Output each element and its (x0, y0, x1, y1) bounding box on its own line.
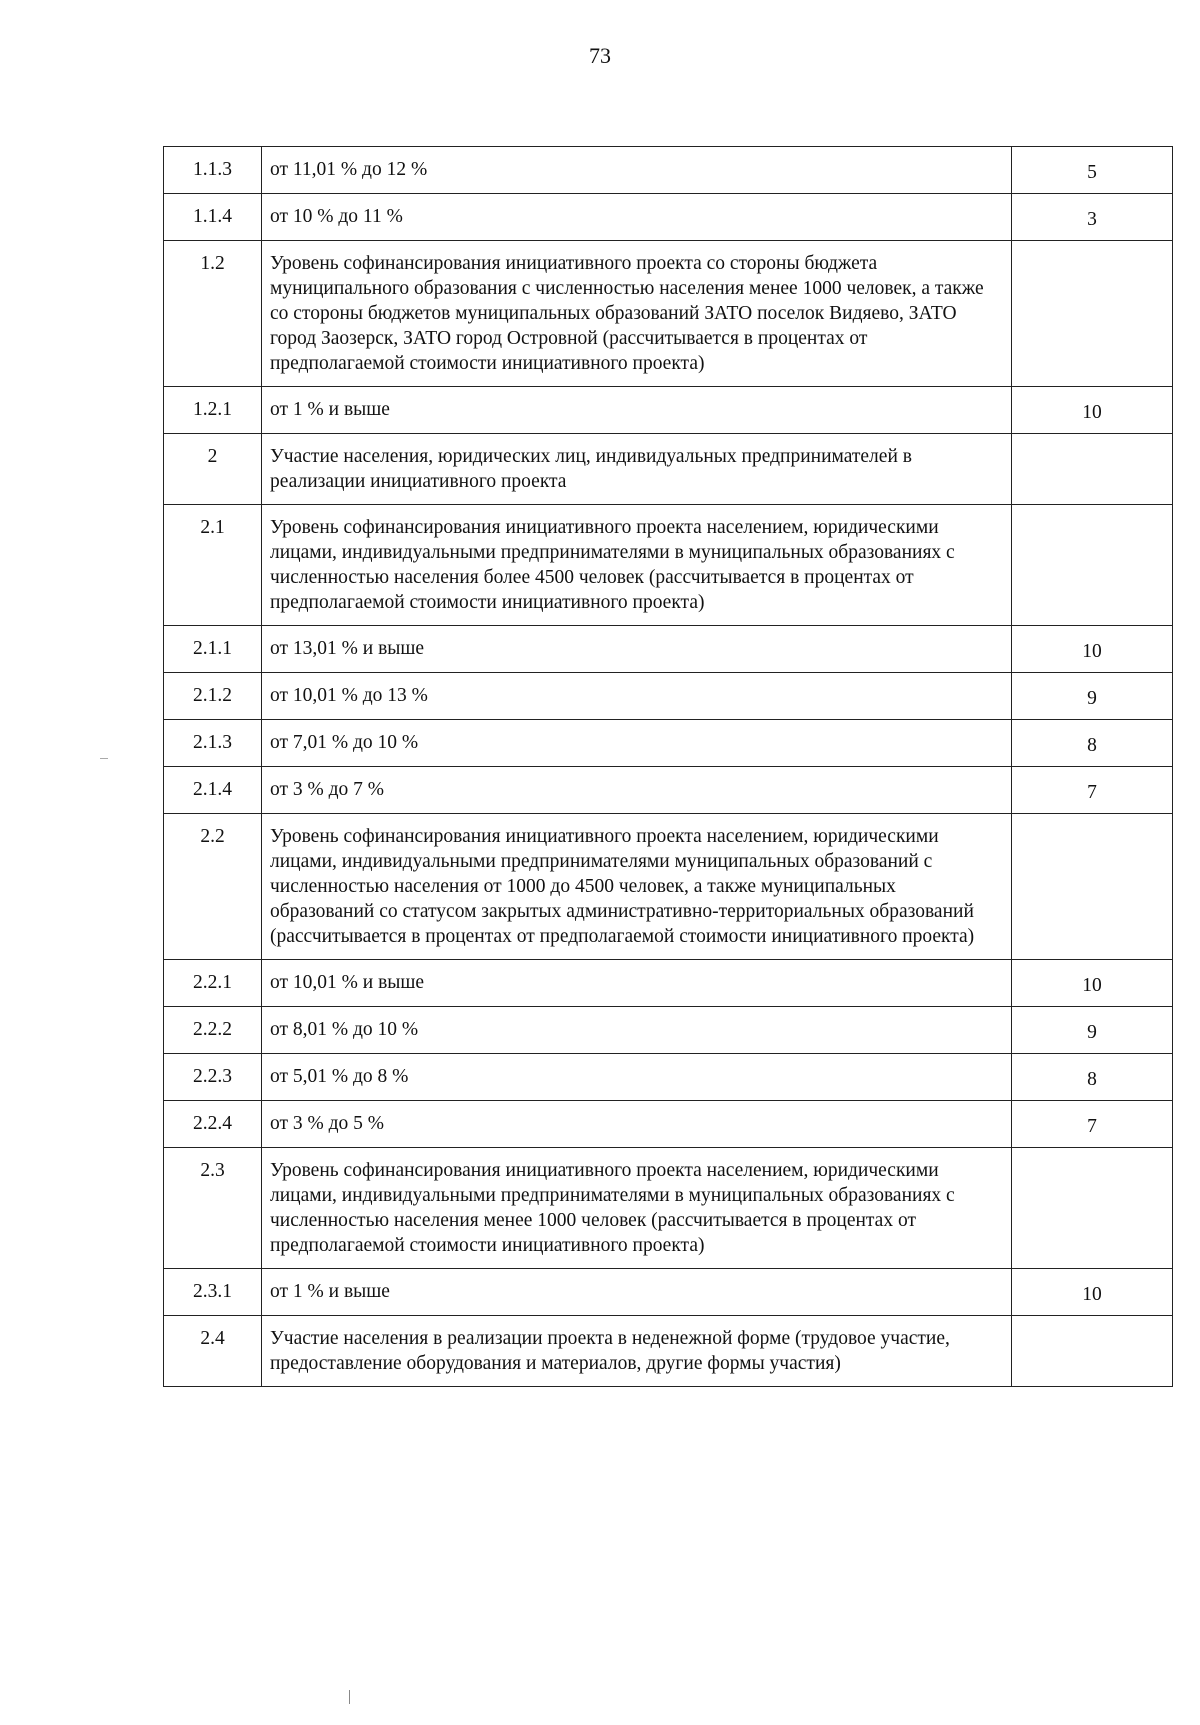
criterion-text: Уровень софинансирования инициативного проекта населением, юридическими лицами, индивидуальными предпринимателями в муниципальных образованиях с численностью населения более 4500 человек (рассчитывается в процентах от предполагаемой стоимости инициативного проекта) (262, 505, 1012, 626)
item-number: 1.1.4 (164, 194, 262, 241)
item-number: 1.1.3 (164, 147, 262, 194)
score-value (1012, 241, 1173, 387)
scan-mark (100, 758, 108, 759)
score-value: 10 (1012, 387, 1173, 434)
criterion-text: от 10,01 % до 13 % (262, 673, 1012, 720)
score-value (1012, 1316, 1173, 1387)
item-number: 1.2.1 (164, 387, 262, 434)
table-row (164, 434, 1173, 505)
table-row (164, 1101, 1173, 1148)
table-row (164, 1007, 1173, 1054)
score-value: 10 (1012, 960, 1173, 1007)
criterion-text: от 8,01 % до 10 % (262, 1007, 1012, 1054)
criterion-text: Участие населения в реализации проекта в неденежной форме (трудовое участие, предоставление оборудования и материалов, другие формы участия) (262, 1316, 1012, 1387)
criterion-text: от 3 % до 5 % (262, 1101, 1012, 1148)
criterion-text: от 1 % и выше (262, 1269, 1012, 1316)
item-number: 2.4 (164, 1316, 262, 1387)
item-number: 2.2.4 (164, 1101, 262, 1148)
table-row (164, 387, 1173, 434)
criterion-text: от 10,01 % и выше (262, 960, 1012, 1007)
score-value: 9 (1012, 673, 1173, 720)
score-value: 7 (1012, 1101, 1173, 1148)
criterion-text: от 10 % до 11 % (262, 194, 1012, 241)
table-row (164, 505, 1173, 626)
table-row (164, 673, 1173, 720)
criterion-text: от 7,01 % до 10 % (262, 720, 1012, 767)
criterion-text: от 13,01 % и выше (262, 626, 1012, 673)
criterion-text: Уровень софинансирования инициативного проекта населением, юридическими лицами, индивидуальными предпринимателями муниципальных образований с численностью населения от 1000 до 4500 человек, а также муниципальных образований со статусом закрытых административно-территориальных образований (рассчитывается в процентах от предполагаемой стоимости инициативного проекта) (262, 814, 1012, 960)
criteria-table-body (164, 147, 1173, 1387)
item-number: 2.1.2 (164, 673, 262, 720)
table-row (164, 1316, 1173, 1387)
score-value: 9 (1012, 1007, 1173, 1054)
scan-mark (349, 1690, 350, 1704)
table-row (164, 814, 1173, 960)
item-number: 2.2.2 (164, 1007, 262, 1054)
score-value (1012, 505, 1173, 626)
item-number: 2.2 (164, 814, 262, 960)
score-value: 8 (1012, 720, 1173, 767)
item-number: 2.3 (164, 1148, 262, 1269)
table-row (164, 194, 1173, 241)
score-value: 3 (1012, 194, 1173, 241)
item-number: 2.1 (164, 505, 262, 626)
criterion-text: Уровень софинансирования инициативного проекта населением, юридическими лицами, индивидуальными предпринимателями в муниципальных образованиях с численностью населения менее 1000 человек (рассчитывается в процентах от предполагаемой стоимости инициативного проекта) (262, 1148, 1012, 1269)
table-row (164, 1148, 1173, 1269)
item-number: 2.1.1 (164, 626, 262, 673)
score-value: 5 (1012, 147, 1173, 194)
item-number: 2.3.1 (164, 1269, 262, 1316)
criteria-table (163, 146, 1173, 1387)
item-number: 2.2.1 (164, 960, 262, 1007)
item-number: 2.1.4 (164, 767, 262, 814)
item-number: 1.2 (164, 241, 262, 387)
score-value: 10 (1012, 1269, 1173, 1316)
criterion-text: от 1 % и выше (262, 387, 1012, 434)
criterion-text: от 5,01 % до 8 % (262, 1054, 1012, 1101)
table-row (164, 241, 1173, 387)
table-row (164, 1269, 1173, 1316)
criterion-text: от 3 % до 7 % (262, 767, 1012, 814)
table-row (164, 720, 1173, 767)
score-value: 8 (1012, 1054, 1173, 1101)
score-value (1012, 1148, 1173, 1269)
score-value (1012, 434, 1173, 505)
criterion-text: Уровень софинансирования инициативного проекта со стороны бюджета муниципального образования с численностью населения менее 1000 человек, а также со стороны бюджетов муниципальных образований ЗАТО поселок Видяево, ЗАТО город Заозерск, ЗАТО город Островной (рассчитывается в процентах от предполагаемой стоимости инициативного проекта) (262, 241, 1012, 387)
criterion-text: от 11,01 % до 12 % (262, 147, 1012, 194)
item-number: 2 (164, 434, 262, 505)
table-row (164, 960, 1173, 1007)
score-value (1012, 814, 1173, 960)
page-number: 73 (589, 43, 611, 68)
item-number: 2.1.3 (164, 720, 262, 767)
criterion-text: Участие населения, юридических лиц, индивидуальных предпринимателей в реализации инициативного проекта (262, 434, 1012, 505)
table-row (164, 626, 1173, 673)
item-number: 2.2.3 (164, 1054, 262, 1101)
table-row (164, 147, 1173, 194)
score-value: 7 (1012, 767, 1173, 814)
table-row (164, 1054, 1173, 1101)
score-value: 10 (1012, 626, 1173, 673)
table-row (164, 767, 1173, 814)
